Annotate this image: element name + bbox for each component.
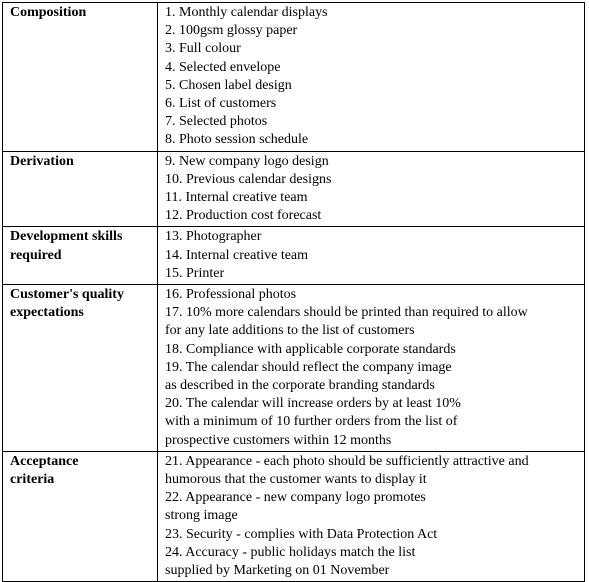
- row-label-acceptance-criteria: [3, 451, 158, 581]
- row-label-development-skills: [3, 227, 158, 285]
- list-item: 1. Monthly calendar displays: [165, 5, 328, 20]
- table-row-acceptance-criteria: [3, 451, 585, 581]
- list-item: 3. Full colour: [165, 41, 241, 57]
- list-item: 20. The calendar will increase orders by at least 10%: [165, 396, 461, 412]
- row-content-composition: [158, 3, 585, 152]
- list-item: 14. Internal creative team: [165, 247, 309, 263]
- list-item: 4. Selected envelope: [165, 59, 281, 75]
- list-item: 24. Accuracy - public holidays match the list: [165, 544, 416, 560]
- list-item: 7. Selected photos: [165, 114, 268, 130]
- list-item: as described in the corporate branding standards: [165, 378, 435, 394]
- list-item: 16. Professional photos: [165, 287, 297, 303]
- product-description-table: [2, 2, 585, 582]
- list-item: 10. Previous calendar designs: [165, 171, 332, 187]
- table-row-composition: [3, 3, 585, 152]
- list-item: supplied by Marketing on 01 November: [165, 563, 390, 579]
- row-label-text: Composition: [10, 5, 87, 20]
- list-item: 15. Printer: [165, 265, 225, 281]
- list-item: 21. Appearance - each photo should be sufficiently attractive and: [165, 453, 529, 469]
- list-item: strong image: [165, 508, 238, 524]
- list-item: 22. Appearance - new company logo promotes: [165, 490, 426, 506]
- list-item: 9. New company logo design: [165, 153, 329, 169]
- list-item: prospective customers within 12 months: [165, 432, 392, 448]
- row-content-development-skills: [158, 227, 585, 285]
- row-label-text: expectations: [10, 305, 84, 321]
- row-content-derivation: [158, 151, 585, 227]
- row-label-text: Acceptance: [10, 453, 79, 469]
- row-label-derivation: [3, 151, 158, 227]
- list-item: 18. Compliance with applicable corporate standards: [165, 341, 456, 357]
- list-item: for any late additions to the list of customers: [165, 323, 415, 339]
- row-label-text: Derivation: [10, 153, 74, 169]
- list-item: 23. Security - complies with Data Protection Act: [165, 526, 438, 542]
- list-item: 2. 100gsm glossy paper: [165, 23, 298, 39]
- row-label-composition: [3, 3, 158, 152]
- list-item: 11. Internal creative team: [165, 190, 308, 206]
- list-item: 5. Chosen label design: [165, 77, 292, 93]
- list-item: 6. List of customers: [165, 96, 277, 112]
- list-item: 8. Photo session schedule: [165, 132, 309, 148]
- table-row-quality-expectations: [3, 285, 585, 452]
- list-item: 12. Production cost forecast: [165, 208, 322, 224]
- list-item: humorous that the customer wants to display it: [165, 472, 427, 488]
- table-row-derivation: [3, 151, 585, 227]
- row-content-quality-expectations: [158, 285, 585, 452]
- table-row-development-skills: [3, 227, 585, 285]
- list-item: 13. Photographer: [165, 229, 262, 245]
- row-label-text: Development skills: [10, 229, 123, 245]
- list-item: 19. The calendar should reflect the company image: [165, 359, 452, 375]
- list-item: with a minimum of 10 further orders from the list of: [165, 414, 458, 430]
- row-label-text: Customer's quality: [10, 287, 124, 303]
- row-label-text: required: [10, 247, 62, 263]
- list-item: 17. 10% more calendars should be printed than required to allow: [165, 305, 528, 321]
- row-label-quality-expectations: [3, 285, 158, 452]
- row-content-acceptance-criteria: [158, 451, 585, 581]
- row-label-text: criteria: [10, 472, 55, 488]
